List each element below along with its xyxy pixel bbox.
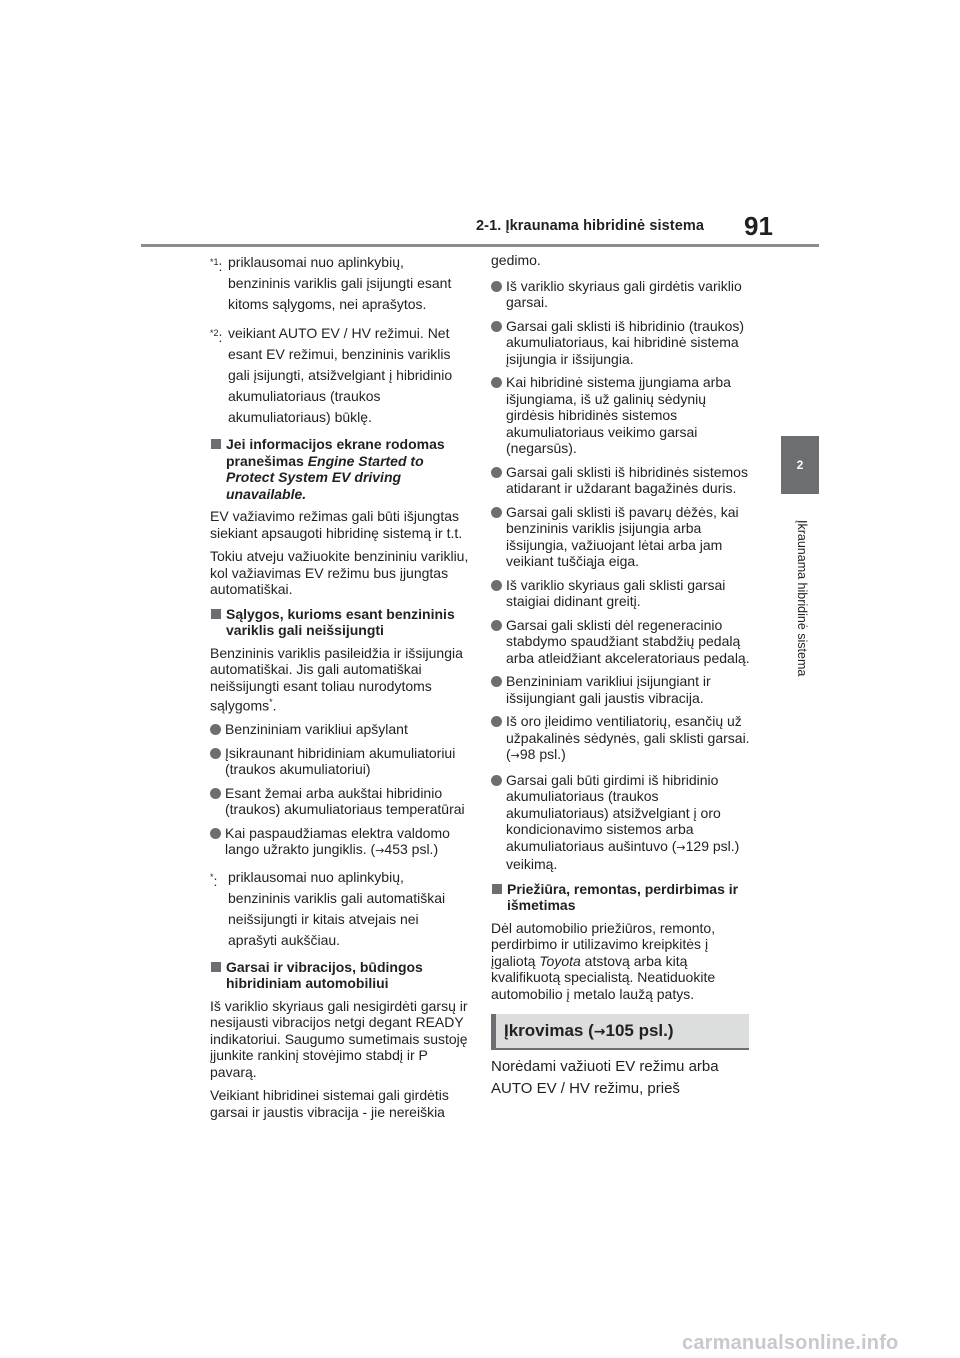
page-reference[interactable]: 129 psl.) veikimą. (506, 837, 740, 872)
section-square-icon (211, 439, 221, 449)
list-item: Iš oro įleidimo ventiliatorių, esančių už užpakalinės sėdynės, gali sklisti garsai. (→98 psl.) (491, 713, 751, 765)
footnote-1-text: priklausomai nuo aplinkybių, benzininis variklis gali įsijungti esant kitoms sąlygoms, nei aprašytos. (228, 254, 452, 312)
paragraph: Tokiu atveju važiuokite benzininiu varikliu, kol važiavimas EV režimu bus įjungtas automatiškai. (210, 548, 469, 597)
bullet-icon (491, 281, 502, 292)
arrow-right-icon: → (510, 749, 520, 762)
footnote-3-mark: *: (210, 871, 218, 889)
list-item: Iš variklio skyriaus gali girdėtis variklio garsai. (491, 278, 751, 311)
bullet-icon (491, 507, 502, 518)
chapter-tab-label: Įkraunama hibridinė sistema (795, 520, 809, 677)
page-number: 91 (744, 211, 773, 241)
bullet-icon (210, 724, 221, 735)
section-square-icon (211, 962, 221, 972)
header-divider (141, 244, 819, 247)
list-item: Garsai gali sklisti iš hibridinės sistemos atidarant ir uždarant bagažinės duris. (491, 464, 751, 497)
list-item: Garsai gali sklisti dėl regeneracinio stabdymo spaudžiant stabdžių pedalą arba atleidžiant akceleratoriaus pedalą. (491, 617, 751, 667)
section-square-icon (492, 884, 502, 894)
bullet-icon (210, 788, 221, 799)
bullet-icon (491, 775, 502, 786)
watermark: carmanualsonline.info (682, 1332, 899, 1354)
page-reference[interactable]: 105 psl.) (605, 1021, 674, 1040)
list-item: Garsai gali sklisti iš pavarų dėžės, kai benzininis variklis įsijungia arba išsijungia, važiuojant lėtai arba jam veikiant tuščiąja eiga. (491, 504, 751, 570)
bullet-icon (491, 467, 502, 478)
list-item: Esant žemai arba aukštai hibridinio (traukos) akumuliatoriaus temperatūrai (210, 785, 470, 818)
section-heading-engine-conditions: Sąlygos, kurioms esant benzininis variklis gali neišsijungti (210, 606, 470, 639)
charging-section-heading (491, 1014, 749, 1050)
section-square-icon (211, 609, 221, 619)
list-item: Įsikraunant hibridiniam akumuliatoriui (traukos akumuliatoriui) (210, 745, 470, 778)
page-reference[interactable]: 453 psl.) (384, 841, 439, 858)
section-header-title: 2-1. Įkraunama hibridinė sistema (476, 218, 705, 234)
paragraph-continuation: gedimo. (491, 252, 541, 268)
paragraph: Dėl automobilio priežiūros, remonto, perdirbimo ir utilizavimo kreipkitės į įgaliotą Toyota atstovą arba kitą kvalifikuotą specialistą. Neatiduokite automobilio į metalo laužą patys. (491, 919, 716, 1002)
list-item: Garsai gali būti girdimi iš hibridinio akumuliatoriaus (traukos akumuliatoriaus) atsižvelgiant į oro kondicionavimo sistemos arba akumuliatoriaus aušintuvo (→129 psl.) veikimą. (491, 772, 751, 873)
bullet-icon (210, 828, 221, 839)
section-heading-sounds: Garsai ir vibracijos, būdingos hibridiniam automobiliui (210, 959, 470, 992)
list-item: Kai paspaudžiamas elektra valdomo lango užrakto jungiklis. (→453 psl.) (210, 825, 470, 860)
chapter-tab: 2 (781, 436, 819, 494)
left-column (210, 252, 470, 1127)
list-item: Garsai gali sklisti iš hibridinio (traukos) akumuliatoriaus, kai hibridinė sistema įsijungia ir išsijungia. (491, 318, 751, 368)
arrow-right-icon: → (593, 1024, 606, 1040)
page-reference[interactable]: 98 psl.) (519, 746, 566, 762)
bullet-icon (491, 676, 502, 687)
paragraph: Norėdami važiuoti EV režimu arba AUTO EV / HV režimu, prieš (491, 1058, 719, 1097)
engine-message: Engine Started to Protect System EV driving unavailable. (226, 452, 424, 502)
paragraph: Veikiant hibridinei sistemai gali girdėtis garsai ir jaustis vibracija - jie nereiškia (210, 1087, 449, 1120)
bullet-icon (210, 748, 221, 759)
arrow-right-icon: → (375, 844, 385, 858)
bullet-icon (491, 580, 502, 591)
bullet-icon (491, 377, 502, 388)
footnote-3 (210, 867, 470, 951)
paragraph: EV važiavimo režimas gali būti išjungtas siekiant apsaugoti hibridinę sistemą ir t.t. (210, 508, 463, 541)
right-column (491, 252, 751, 1099)
bullet-icon (491, 620, 502, 631)
list-item: Kai hibridinė sistema įjungiama arba išjungiama, iš už galinių sėdynių girdėsis hibridinės sistemos akumuliatoriaus veikimo garsai (negarsūs). (491, 374, 751, 457)
list-item: Benzininiam varikliui įsijungiant ir išsijungiant gali jaustis vibracija. (491, 673, 751, 706)
footnote-3-text: priklausomai nuo aplinkybių, benzininis variklis gali automatiškai neišsijungti ir kitais atvejais nei aprašyti aukščiau. (228, 868, 446, 948)
section-heading-maintenance: Priežiūra, remontas, perdirbimas ir išmetimas (491, 881, 751, 914)
charging-title: Įkrovimas (→105 psl.) (504, 1021, 674, 1040)
footnote-2 (210, 323, 470, 428)
footnote-2-text: veikiant AUTO EV / HV režimui. Net esant EV režimui, benzininis variklis gali įsijungti, atsižvelgiant į hibridinio akumuliatoriaus (traukos akumuliatoriaus) būklę. (228, 325, 453, 425)
heading-accent-bar (491, 1014, 496, 1048)
brand-name: Toyota (539, 952, 581, 969)
bullet-icon (491, 716, 502, 727)
bullet-icon (491, 321, 502, 332)
footnote-1-mark: $^{*1}$: (210, 257, 223, 274)
paragraph: Benzininis variklis pasileidžia ir išsijungia automatiškai. Jis gali automatiškai neišsijungti esant toliau nurodytoms sąlygoms*. (210, 644, 463, 714)
footnote-2-mark: $^{*2}$: (210, 328, 223, 345)
footnote-1 (210, 252, 470, 315)
list-item: Iš variklio skyriaus gali sklisti garsai staigiai didinant greitį. (491, 577, 751, 610)
paragraph: Iš variklio skyriaus gali nesigirdėti garsų ir nesijausti vibracijos netgi degant READY indikatoriui. Saugumo sumetimais sustoję įjunkite rankinį stovėjimo stabdį ir P pavarą. (210, 997, 468, 1080)
list-item: Benzininiam varikliui apšylant (210, 721, 470, 738)
section-heading-ev-unavailable: Jei informacijos ekrane rodomas pranešimas Engine Started to Protect System EV driving unavailable. (210, 436, 470, 502)
arrow-right-icon: → (676, 840, 686, 854)
